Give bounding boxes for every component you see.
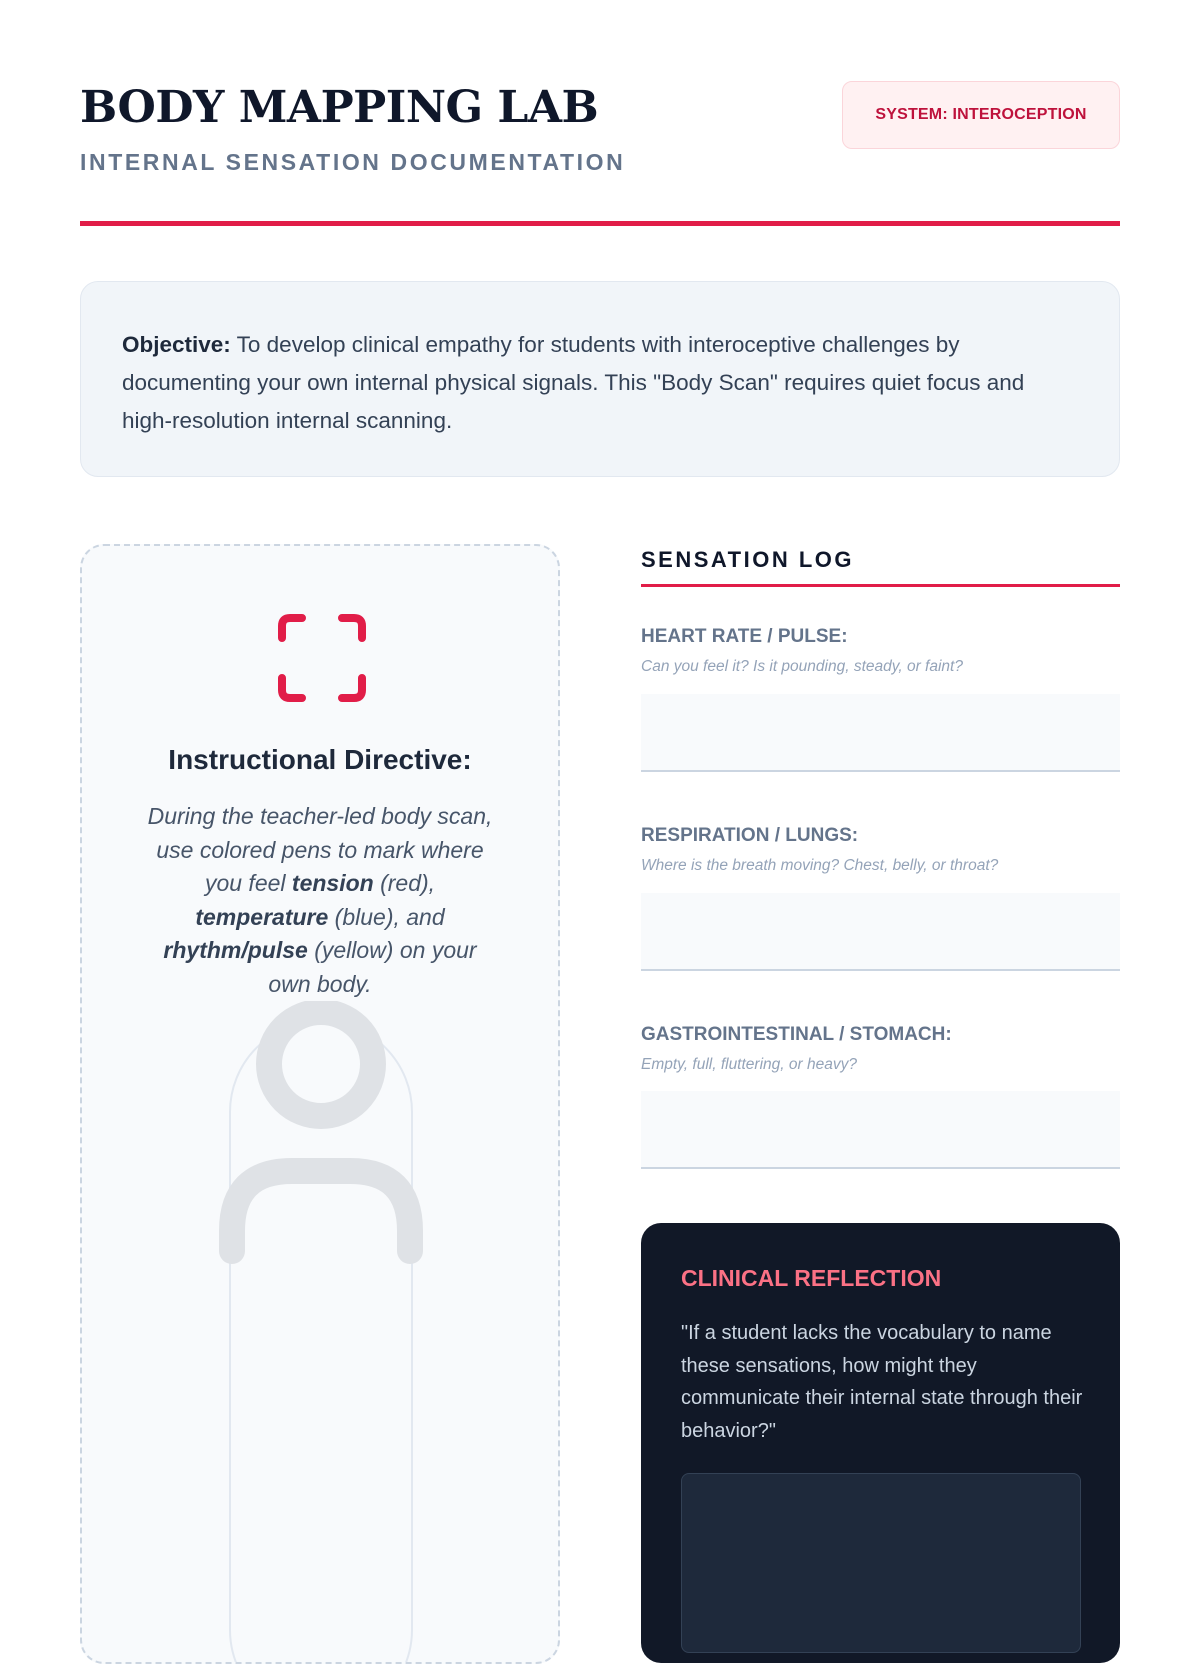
focus-frame-icon <box>276 612 368 704</box>
heart-rate-hint: Can you feel it? Is it pounding, steady, or faint? <box>641 658 963 675</box>
heart-rate-label: HEART RATE / PULSE: <box>641 626 848 647</box>
system-badge-label: SYSTEM: INTEROCEPTION <box>875 106 1087 123</box>
stomach-label: GASTROINTESTINAL / STOMACH: <box>641 1024 952 1045</box>
directive-part: (blue), and <box>328 903 445 930</box>
body-outline-icon <box>210 1001 432 1664</box>
directive-text <box>142 800 498 1001</box>
page-title: BODY MAPPING LAB <box>80 82 599 133</box>
directive-part: (red), <box>373 870 436 896</box>
objective-box <box>80 281 1120 477</box>
directive-part: During the teacher-led body scan, use colored pens to mark where you feel <box>147 803 493 896</box>
system-badge <box>842 81 1120 149</box>
reflection-answer-input[interactable] <box>681 1473 1081 1653</box>
page-subtitle: INTERNAL SENSATION DOCUMENTATION <box>80 149 626 175</box>
body-map-panel[interactable] <box>80 544 560 1664</box>
stomach-input[interactable] <box>641 1091 1120 1169</box>
directive-part: (yellow) on your own body. <box>268 937 477 997</box>
directive-title: Instructional Directive: <box>168 744 472 775</box>
respiration-label: RESPIRATION / LUNGS: <box>641 825 859 846</box>
sensation-log-title: SENSATION LOG <box>641 547 854 572</box>
clinical-reflection-card <box>641 1223 1120 1663</box>
heart-rate-input[interactable] <box>641 694 1120 772</box>
directive-temperature: temperature <box>195 903 329 930</box>
sensation-log-divider <box>641 584 1120 587</box>
directive-rhythm: rhythm/pulse <box>163 937 308 963</box>
header-divider <box>80 221 1120 226</box>
directive-tension: tension <box>291 870 374 896</box>
reflection-question: "If a student lacks the vocabulary to name these sensations, how might they communicate their internal state through their behavior?" <box>681 1322 1083 1442</box>
reflection-title: CLINICAL REFLECTION <box>681 1265 942 1291</box>
respiration-input[interactable] <box>641 893 1120 971</box>
objective-label: Objective: <box>122 332 231 357</box>
stomach-hint: Empty, full, fluttering, or heavy? <box>641 1056 857 1073</box>
objective-body: To develop clinical empathy for students with interoceptive challenges by documenting your own internal physical signals. This "Body Scan" requires quiet focus and high-resolution internal scanning. <box>122 332 1025 433</box>
respiration-hint: Where is the breath moving? Chest, belly, or throat? <box>641 857 999 874</box>
objective-text <box>122 326 1079 440</box>
